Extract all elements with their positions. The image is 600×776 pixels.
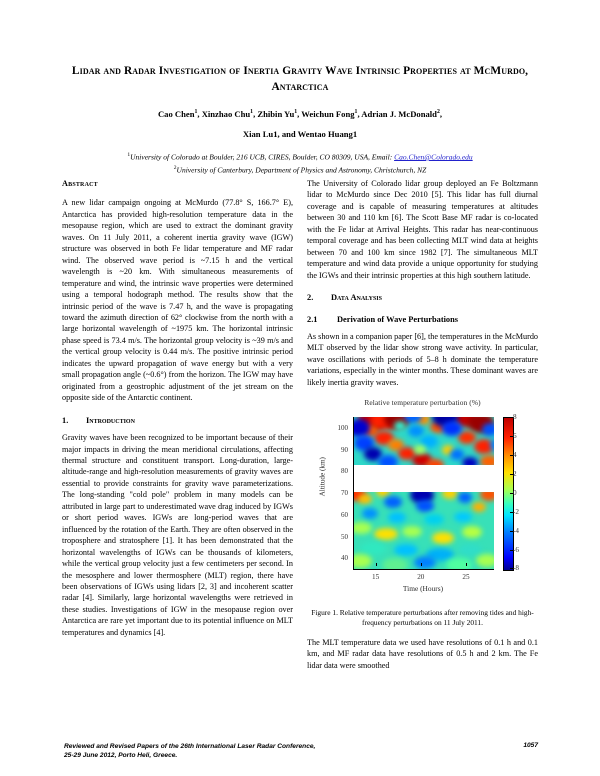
abstract-heading: Abstract: [62, 179, 98, 188]
section-1-number: 1.: [62, 415, 69, 425]
section-1-title: Introduction: [86, 415, 135, 425]
introduction-paragraph-2: The University of Colorado lidar group deployed an Fe Boltzmann lidar to McMurdo since Dec 2010 [5]. This lidar has full diurnal coverage and is capable of measuring temperatures at altitudes between 30 and 110 km [6]. The Scott Base MF radar is co-located with the Fe lidar at Arrival Heights. This radar has near-continuous temporal coverage and has been collecting MLT wind data at heights between 70 and 100 km since 1982 [7]. The simultaneous MLT temperature and wind data provide a unique opportunity for studying the IGWs and their intrinsic properties at this high southern latitude.: [307, 179, 538, 280]
colorbar-tick-label-neg8: -8: [513, 564, 519, 573]
x-tick-mark-15: [376, 563, 377, 566]
introduction-paragraph-1: Gravity waves have been recognized to be important because of their major impacts in driving the mean meridional circulations, affecting thermal structure and constituent transport. Long-duration, large-altitude-range and high-resolution measurements of gravity waves are essential to provide constraints for gravity wave parameterizations. The long-standing "cold pole" problem in many models can be attributed in large part to underestimated wave drag induced by IGWs or short period waves. IGWs are long-period waves that are influenced by the rotation of the Earth. They are often observed in the troposphere and stratosphere [1]. It has been demonstrated that the horizontal wavelengths of IGWs can be thousands of kilometers, while the vertical group velocity just a few centimeters per second. In the mesosphere and lower thermosphere (MLT) region, there have been observations of IGWs using lidars [2, 3] and incoherent scatter radar [4]. Similarly, large horizontal wavelengths were retrieved in these studies. Investigations of IGW in the mesopause region over Antarctica are rare yet important due to its potential influence on MLT temperatures and dynamics [4].: [62, 433, 293, 637]
subsection-2-1-paragraph: As shown in a companion paper [6], the temperatures in the McMurdo MLT observed by the lidar show strong wave activity. In particular, wave oscillations with periods of 5–8 h dominate the temperature variations, especially in the winter months. These dominant waves are likely inertia gravity waves.: [307, 331, 539, 387]
colorbar-tick-label-neg6: -6: [513, 546, 519, 555]
figure-1: [307, 397, 538, 628]
x-tick-mark-20: [421, 563, 422, 566]
colorbar-tick-label-8: 8: [513, 413, 517, 422]
y-tick-label-80: 80: [341, 467, 348, 476]
affiliation-2-text: University of Canterbury, Department of Physics and Astronomy, Christchurch, NZ: [176, 165, 427, 175]
footer-conference-info: [64, 742, 315, 760]
section-heading-data-analysis: [307, 292, 538, 303]
colorbar-tick-label-0: 0: [513, 489, 517, 498]
page-footer: [64, 742, 538, 760]
heatmap-lower-panel: [354, 492, 494, 569]
heatmap-plot-area: [353, 417, 494, 570]
colorbar-tick-label-4: 4: [513, 451, 517, 460]
title-block: [62, 64, 538, 176]
colorbar-tick-label-2: 2: [513, 470, 517, 479]
subsection-2-1-number: 2.1: [307, 314, 318, 324]
subsection-heading-derivation: [307, 314, 538, 325]
chart-canvas: [307, 411, 538, 604]
colorbar-tick-label-neg2: -2: [513, 508, 519, 517]
y-tick-label-50: 50: [341, 532, 348, 541]
x-tick-mark-25: [466, 563, 467, 566]
y-tick-label-40: 40: [341, 554, 348, 563]
abstract-text: A new lidar campaign ongoing at McMurdo (77.8° S, 166.7° E), Antarctica has provided high-resolution temperature data in the mesopause region, which are used to extract the dominant gravity waves. On 11 July 2011, a coherent inertia gravity wave (IGW) structure was observed in both Fe lidar temperature and MF radar wind. The observed wave period is ~7.15 h and the vertical wavelength is ~20 km. With simultaneous measurements of temperature and wind, the intrinsic wave properties were determined using a temporal hodograph method. The results show that the intrinsic period of the wave is 7.47 h, and the wave is propagating toward the azimuth direction of 62° clockwise from the north with a large horizontal wavelength of ~1975 km. The horizontal intrinsic phase speed is 73.4 m/s. The horizontal group velocity is ~39 m/s and the vertical group velocity is 0.44 m/s. The positive intrinsic period indicates the upward propagation of wave energy but with a very small propagation angle (~0.6°) from the horizon. The IGW may have originated from a geostrophic adjustment of the jet stream on the opposite side of the Antarctic continent.: [62, 198, 293, 403]
section-2-title: Data Analysis: [331, 293, 382, 303]
page-title: Lidar and Radar Investigation of Inertia Gravity Wave Intrinsic Properties at McMurdo, Antarctica: [71, 65, 529, 93]
heatmap-data-gap: [354, 465, 494, 493]
author-line-2: Xian Lu1, and Wentao Huang1: [242, 128, 358, 139]
y-tick-label-60: 60: [341, 510, 348, 519]
page-number: 1057: [523, 742, 538, 749]
x-tick-label-15: 15: [372, 572, 380, 581]
y-tick-label-100: 100: [337, 424, 348, 432]
footer-line-1: Reviewed and Revised Papers of the 26th International Laser Radar Conference,: [64, 743, 316, 750]
subsection-2-1-title: Derivation of Wave Perturbations: [337, 314, 459, 324]
author-email-link[interactable]: Cao.Chen@Colorado.edu: [394, 152, 473, 162]
affiliation-1-text: University of Colorado at Boulder, 216 UCB, CIRES, Boulder, CO 80309, USA, Email:: [130, 152, 395, 162]
affiliation-1: $^1$University of Colorado at Boulder, 216 UCB, CIRES, Boulder, CO 80309, USA, Email: Cao.Chen@Colorado.edu: [127, 151, 473, 162]
chart-title: Relative temperature perturbation (%): [364, 398, 481, 408]
x-tick-label-20: 20: [417, 572, 425, 581]
figure-caption: Figure 1. Relative temperature perturbations after removing tides and high-frequency perturbations on 11 July 2011.: [311, 607, 534, 628]
chart-y-axis-label: Altitude (km): [318, 456, 327, 497]
post-figure-paragraph: The MLT temperature data we used have resolutions of 0.1 h and 0.1 km, and MF radar data have resolutions of 0.5 h and 2 km. The Fe lidar data were smoothed: [307, 637, 538, 670]
section-heading-introduction: [62, 415, 293, 426]
footer-line-2: 25-29 June 2012, Porto Heli, Greece.: [64, 752, 178, 760]
affiliation-2: $^2$University of Canterbury, Department of Physics and Astronomy, Christchurch, NZ: [173, 165, 427, 175]
section-2-number: 2.: [307, 293, 314, 303]
chart-x-axis-label: Time (Hours): [402, 583, 444, 593]
colorbar-tick-label-neg4: -4: [513, 527, 519, 536]
author-line-1: Cao Chen$^1$, Xinzhao Chu$^1$, Zhibin Yu$^1$, Weichun Fong$^1$, Adrian J. McDonald$^2$,: [157, 108, 443, 119]
y-tick-label-70: 70: [341, 489, 348, 498]
heatmap-upper-panel: [354, 417, 494, 466]
y-tick-label-90: 90: [341, 445, 348, 454]
right-column: [307, 178, 538, 671]
left-column: [62, 178, 293, 638]
colorbar-tick-label-6: 6: [513, 432, 517, 441]
x-tick-label-25: 25: [462, 572, 470, 581]
